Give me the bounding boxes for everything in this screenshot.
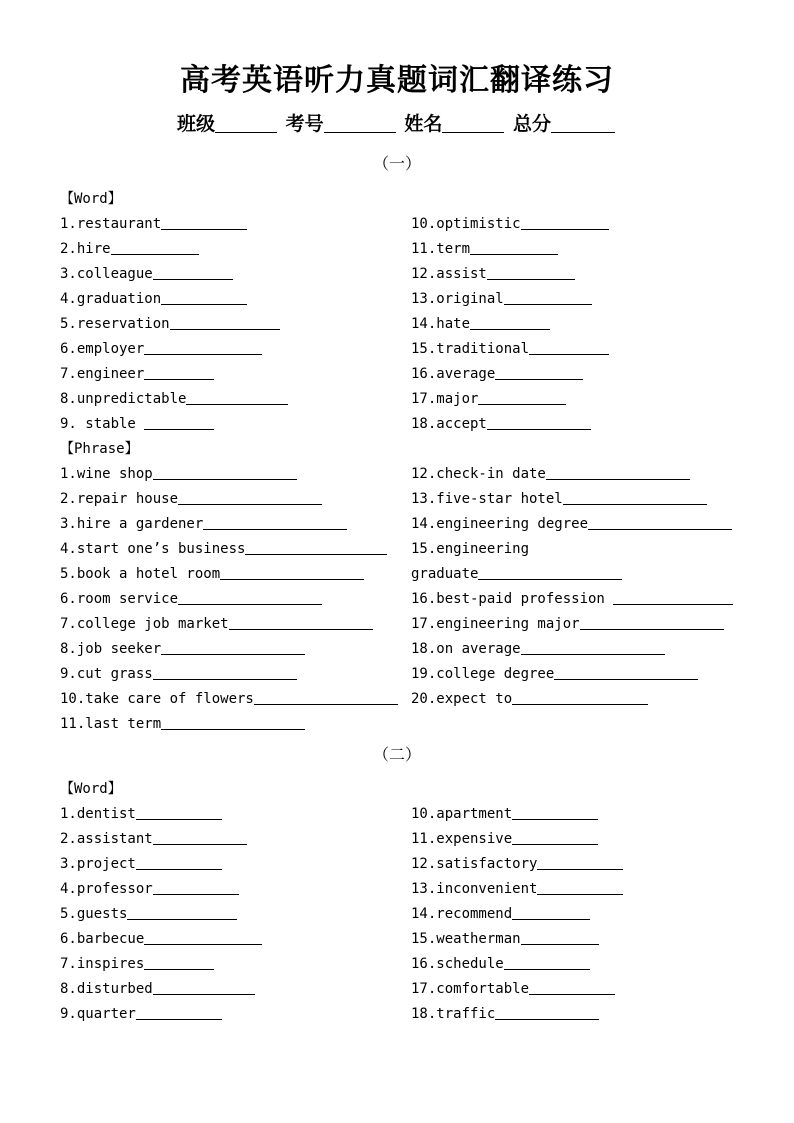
answer-blank[interactable] <box>111 240 199 255</box>
list-item: 5.book a hotel room <box>60 565 364 583</box>
answer-blank[interactable] <box>161 215 247 230</box>
name-blank[interactable] <box>442 114 504 133</box>
list-item: 10.take care of flowers <box>60 690 398 708</box>
answer-blank[interactable] <box>470 315 550 330</box>
list-item: 16.average <box>411 365 583 383</box>
answer-blank[interactable] <box>495 1005 599 1020</box>
list-item: 8.unpredictable <box>60 390 288 408</box>
list-item: 9.quarter <box>60 1005 222 1023</box>
class-blank[interactable] <box>215 114 277 133</box>
list-item: 5.reservation <box>60 315 280 333</box>
word-label-2: 【Word】 <box>60 781 122 797</box>
list-item: 16.best-paid profession <box>411 590 733 608</box>
answer-blank[interactable] <box>153 980 255 995</box>
list-item: 9. stable <box>60 415 214 433</box>
list-item: 7.inspires <box>60 955 214 973</box>
list-item: 8.disturbed <box>60 980 255 998</box>
answer-blank[interactable] <box>546 465 690 480</box>
list-item: 1.restaurant <box>60 215 247 233</box>
answer-blank[interactable] <box>178 490 322 505</box>
answer-blank[interactable] <box>504 290 592 305</box>
list-item: 10.optimistic <box>411 215 609 233</box>
list-item: 17.major <box>411 390 566 408</box>
answer-blank[interactable] <box>220 565 364 580</box>
answer-blank[interactable] <box>495 365 583 380</box>
answer-blank[interactable] <box>144 365 214 380</box>
answer-blank[interactable] <box>144 340 262 355</box>
answer-blank[interactable] <box>170 315 280 330</box>
list-item: 2.repair house <box>60 490 322 508</box>
list-item: 12.satisfactory <box>411 855 623 873</box>
score-label: 总分 <box>512 113 551 135</box>
answer-blank[interactable] <box>153 265 233 280</box>
list-item: 14.engineering degree <box>411 515 732 533</box>
list-item: 3.project <box>60 855 222 873</box>
answer-blank[interactable] <box>136 855 222 870</box>
list-item: 11.expensive <box>411 830 598 848</box>
list-item: 3.hire a gardener <box>60 515 347 533</box>
word-label-1: 【Word】 <box>60 191 122 207</box>
answer-blank[interactable] <box>144 930 262 945</box>
score-blank[interactable] <box>551 114 615 133</box>
answer-blank[interactable] <box>153 665 297 680</box>
answer-blank[interactable] <box>487 415 591 430</box>
list-item: 18.accept <box>411 415 591 433</box>
list-item: 1.dentist <box>60 805 222 823</box>
answer-blank[interactable] <box>563 490 707 505</box>
answer-blank[interactable] <box>136 1005 222 1020</box>
list-item: 15.engineering <box>411 541 530 557</box>
answer-blank[interactable] <box>613 590 733 605</box>
answer-blank[interactable] <box>588 515 732 530</box>
answer-blank[interactable] <box>512 690 648 705</box>
list-item: 17.comfortable <box>411 980 615 998</box>
list-item: 14.hate <box>411 315 550 333</box>
list-item: 5.guests <box>60 905 237 923</box>
list-item: 10.apartment <box>411 805 598 823</box>
answer-blank[interactable] <box>153 465 297 480</box>
list-item: 7.college job market <box>60 615 373 633</box>
number-blank[interactable] <box>324 114 396 133</box>
list-item: 6.employer <box>60 340 262 358</box>
list-item: 4.professor <box>60 880 239 898</box>
list-item: 20.expect to <box>411 690 648 708</box>
answer-blank[interactable] <box>161 715 305 730</box>
list-item: 11.term <box>411 240 558 258</box>
answer-blank[interactable] <box>161 290 247 305</box>
answer-blank[interactable] <box>127 905 237 920</box>
list-item: 13.original <box>411 290 592 308</box>
list-item: graduate <box>411 565 622 583</box>
list-item: 9.cut grass <box>60 665 297 683</box>
answer-blank[interactable] <box>254 690 398 705</box>
answer-blank[interactable] <box>186 390 288 405</box>
answer-blank[interactable] <box>487 265 575 280</box>
list-item: 2.hire <box>60 240 199 258</box>
list-item: 18.traffic <box>411 1005 599 1023</box>
answer-blank[interactable] <box>203 515 347 530</box>
list-item: 3.colleague <box>60 265 233 283</box>
list-item: 14.recommend <box>411 905 590 923</box>
answer-blank[interactable] <box>229 615 373 630</box>
list-item: 16.schedule <box>411 955 590 973</box>
answer-blank[interactable] <box>478 390 566 405</box>
answer-blank[interactable] <box>144 955 214 970</box>
answer-blank[interactable] <box>537 880 623 895</box>
section-heading-2: （二） <box>372 745 421 764</box>
number-label: 考号 <box>285 113 324 135</box>
list-item: 2.assistant <box>60 830 247 848</box>
answer-blank[interactable] <box>554 665 698 680</box>
name-label: 姓名 <box>404 113 443 135</box>
list-item: 12.check-in date <box>411 465 690 483</box>
list-item: 18.on average <box>411 640 665 658</box>
list-item: 6.room service <box>60 590 322 608</box>
answer-blank[interactable] <box>470 240 558 255</box>
phrase-label: 【Phrase】 <box>60 441 139 457</box>
list-item: 12.assist <box>411 265 575 283</box>
section-heading-1: （一） <box>372 154 421 173</box>
list-item: 6.barbecue <box>60 930 262 948</box>
list-item: 13.inconvenient <box>411 880 623 898</box>
list-item: 4.start one’s business <box>60 540 387 558</box>
list-item: 7.engineer <box>60 365 214 383</box>
answer-blank[interactable] <box>144 415 214 430</box>
list-item: 15.weatherman <box>411 930 599 948</box>
list-item: 17.engineering major <box>411 615 724 633</box>
list-item: 13.five-star hotel <box>411 490 707 508</box>
list-item: 1.wine shop <box>60 465 297 483</box>
answer-blank[interactable] <box>537 855 623 870</box>
answer-blank[interactable] <box>521 640 665 655</box>
answer-blank[interactable] <box>512 805 598 820</box>
answer-blank[interactable] <box>153 830 247 845</box>
answer-blank[interactable] <box>245 540 387 555</box>
answer-blank[interactable] <box>478 565 622 580</box>
answer-blank[interactable] <box>161 640 305 655</box>
list-item: 15.traditional <box>411 340 609 358</box>
list-item: 11.last term <box>60 715 305 733</box>
answer-blank[interactable] <box>521 930 599 945</box>
list-item: 4.graduation <box>60 290 247 308</box>
answer-blank[interactable] <box>512 905 590 920</box>
answer-blank[interactable] <box>504 955 590 970</box>
class-label: 班级 <box>177 113 216 135</box>
list-item: 8.job seeker <box>60 640 305 658</box>
answer-blank[interactable] <box>136 805 222 820</box>
page-title: 高考英语听力真题词汇翻译练习 <box>180 63 614 98</box>
student-info-line <box>0 112 794 136</box>
answer-blank[interactable] <box>153 880 239 895</box>
answer-blank[interactable] <box>521 215 609 230</box>
answer-blank[interactable] <box>529 340 609 355</box>
answer-blank[interactable] <box>529 980 615 995</box>
list-item: 19.college degree <box>411 665 698 683</box>
answer-blank[interactable] <box>580 615 724 630</box>
answer-blank[interactable] <box>512 830 598 845</box>
answer-blank[interactable] <box>178 590 322 605</box>
